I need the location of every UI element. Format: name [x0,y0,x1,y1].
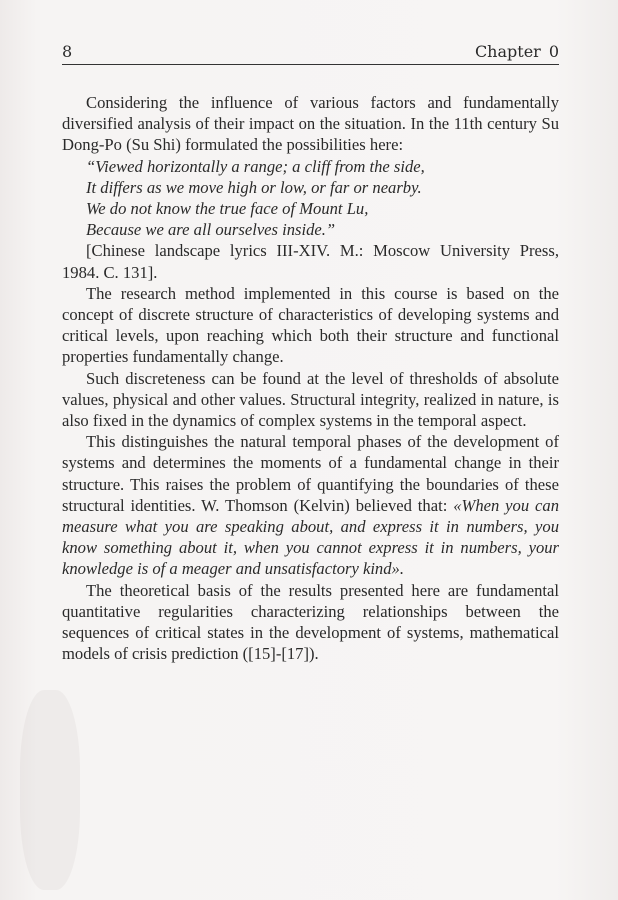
chapter-number: 0 [548,42,559,61]
paragraph-theoretical-basis: The theoretical basis of the results presented here are fundamental quantitative regularities characterizing relationships between the sequences of critical states in the development of systems, mathematical models of crisis prediction ([15]-[17]). [62,580,559,664]
poem-line: It differs as we move high or low, or far or nearby. [86,177,422,197]
paragraph-discreteness: Such discreteness can be found at the level of thresholds of absolute values, physical and other values. Structural integrity, realized in nature, is also fixed in the dynamics of complex systems in the temporal aspect. [62,368,559,431]
paragraph-temporal-phases [62,431,559,579]
paragraph-research-method: The research method implemented in this course is based on the concept of discrete structure of characteristics of developing systems and critical levels, upon reaching which both their structure and functional properties fundamentally change. [62,283,559,367]
chapter-heading [475,42,559,61]
poem-line: “Viewed horizontally a range; a cliff from the side, [86,156,425,176]
poem-line: We do not know the true face of Mount Lu, [86,199,369,219]
poem-quote [62,156,559,241]
temporal-phases-text: This distinguishes the natural temporal phases of the development of systems and determines the moments of a fundamental change in their structure. This raises the problem of quantifying the boundaries of these structural identities. W. Thomson (Kelvin) believed that: [62,432,559,515]
paragraph-intro: Considering the influence of various factors and fundamentally diversified analysis of their impact on the situation. In the 11th century Su Dong-Po (Su Shi) formulated the possibilities here: [62,93,559,155]
poem-citation: [Chinese landscape lyrics III-XIV. M.: Moscow University Press, 1984. C. 131]. [62,241,559,282]
chapter-label: Chapter [474,42,541,61]
page-number: 8 [62,42,73,61]
page-body [62,92,559,664]
page-shadow [20,690,80,890]
running-header [62,40,559,65]
kelvin-quote: «When you can measure what you are speaking about, and express it in numbers, you know something about it, when you cannot express it in numbers, your knowledge is of a meager and unsatisfactory kind». [62,495,559,579]
poem-line: Because we are all ourselves inside.” [86,220,336,240]
